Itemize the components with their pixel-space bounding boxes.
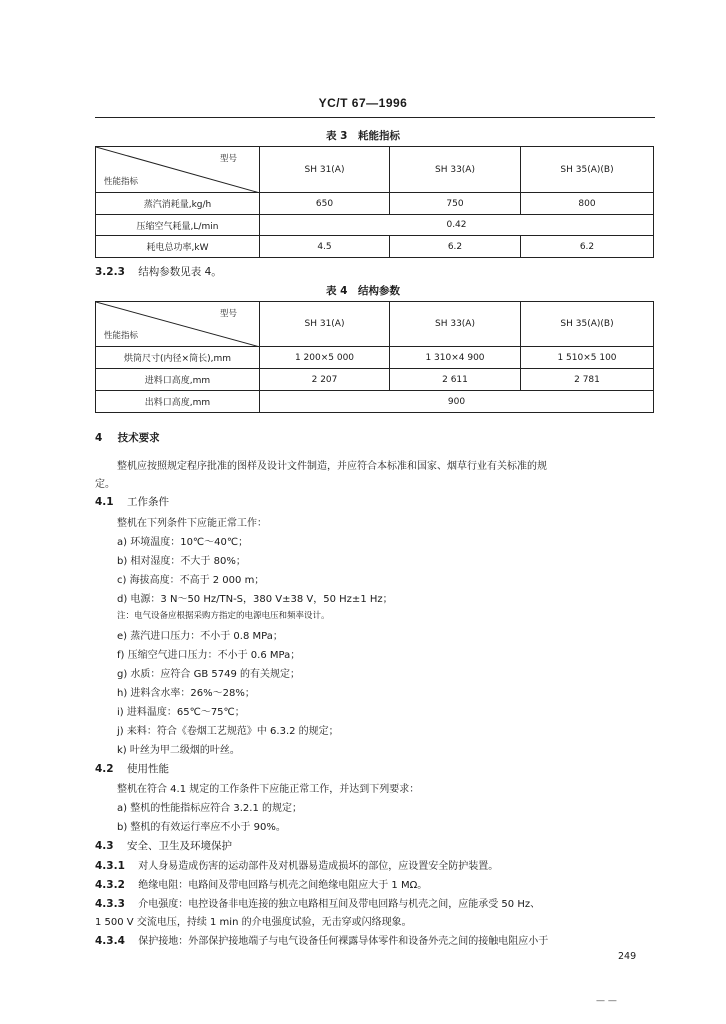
paragraph-line: 整机应按照规定程序批准的图样及设计文件制造，并应符合本标准和国家、烟草行业有关标准的规 — [117, 461, 547, 472]
table3-header-row — [96, 147, 654, 193]
clause-number: 4.3.4 — [95, 935, 125, 947]
section-4-3-heading — [95, 838, 232, 853]
section-4-1-heading — [95, 494, 169, 509]
list-item: c) 海拔高度：不高于 2 000 m； — [117, 575, 265, 586]
section-title: 技术要求 — [117, 432, 160, 444]
table4-header-row — [96, 302, 654, 347]
list-item: e) 蒸汽进口压力：不小于 0.8 MPa； — [117, 631, 283, 642]
list-item: j) 来料：符合《卷烟工艺规范》中 6.3.2 的规定； — [117, 726, 339, 737]
clause-text: 对人身易造成伤害的运动部件及对机器易造成损坏的部位，应设置安全防护装置。 — [138, 861, 499, 872]
cell-value: 1 200×5 000 — [260, 347, 390, 369]
table-row — [96, 236, 654, 258]
clause-4-3-1 — [95, 857, 498, 872]
table4-caption: 表 4 结构参数 — [326, 285, 400, 297]
clause-4-3-4 — [95, 932, 548, 947]
section-4-heading — [95, 430, 160, 445]
clause-4-3-2 — [95, 876, 427, 891]
table3 — [95, 146, 654, 258]
header-rule — [95, 117, 655, 118]
table4-corner-bottom: 性能指标 — [104, 331, 139, 341]
section-4-2-heading — [95, 761, 169, 776]
list-item: i) 进料温度：65℃～75℃； — [117, 707, 245, 718]
table3-caption: 表 3 耗能指标 — [326, 130, 400, 142]
row-label: 进料口高度,mm — [96, 369, 260, 391]
list-item: h) 进料含水率：26%～28%； — [117, 688, 255, 699]
list-item: f) 压缩空气进口压力：不小于 0.6 MPa； — [117, 650, 301, 661]
table3-corner-top: 型号 — [219, 154, 237, 164]
cell-value: 1 310×4 900 — [390, 347, 521, 369]
table4 — [95, 301, 654, 413]
row-label: 压缩空气耗量,L/min — [96, 215, 260, 236]
clause-number: 4.3.2 — [95, 879, 125, 891]
table-row — [96, 193, 654, 215]
table-row — [96, 347, 654, 369]
row-label: 烘筒尺寸(内径×筒长),mm — [96, 347, 260, 369]
table4-corner-cell — [96, 302, 260, 347]
clause-number: 3.2.3 — [95, 266, 125, 278]
clause-3-2-3 — [95, 264, 222, 279]
row-label: 耗电总功率,kW — [96, 236, 260, 258]
table4-corner-top: 型号 — [219, 309, 237, 319]
table4-model-col: SH 35(A)(B) — [521, 302, 654, 347]
row-label: 出料口高度,mm — [96, 391, 260, 413]
clause-text: 绝缘电阻：电路间及带电回路与机壳之间绝缘电阻应大于 1 MΩ。 — [138, 880, 428, 891]
clause-continuation: 1 500 V 交流电压，持续 1 min 的介电强度试验，无击穿或闪络现象。 — [95, 917, 412, 928]
section-title: 安全、卫生及环境保护 — [126, 840, 232, 852]
clause-text: 保护接地：外部保护接地端子与电气设备任何裸露导体零件和设备外壳之间的接触电阻应小于 — [138, 936, 549, 947]
cell-value: 2 781 — [521, 369, 654, 391]
list-item: k) 叶丝为甲二级烟的叶丝。 — [117, 745, 240, 756]
cell-value-merged: 900 — [260, 391, 654, 413]
table-row — [96, 391, 654, 413]
cell-value: 800 — [521, 193, 654, 215]
cell-value: 2 207 — [260, 369, 390, 391]
note-text: 注：电气设备应根据采购方指定的电源电压和频率设计。 — [117, 611, 330, 621]
clause-number: 4.3.1 — [95, 860, 125, 872]
clause-number: 4.3.3 — [95, 898, 125, 910]
table3-model-col: SH 31(A) — [260, 147, 390, 193]
section-number: 4 — [95, 432, 103, 444]
cell-value: 750 — [390, 193, 521, 215]
cell-value: 1 510×5 100 — [521, 347, 654, 369]
paragraph-line: 定。 — [95, 479, 115, 490]
standard-number-header: YC/T 67—1996 — [318, 96, 408, 110]
table3-model-col: SH 35(A)(B) — [521, 147, 654, 193]
scan-mark: — — — [596, 996, 617, 1006]
cell-value: 6.2 — [390, 236, 521, 258]
table3-corner-bottom: 性能指标 — [104, 177, 139, 187]
clause-text: 结构参数见表 4。 — [138, 266, 222, 278]
table3-model-col: SH 33(A) — [390, 147, 521, 193]
list-item: b) 相对湿度：不大于 80%； — [117, 556, 246, 567]
list-item: g) 水质：应符合 GB 5749 的有关规定； — [117, 669, 301, 680]
table4-model-col: SH 33(A) — [390, 302, 521, 347]
cell-value-merged: 0.42 — [260, 215, 654, 236]
table-row — [96, 369, 654, 391]
table3-corner-cell — [96, 147, 260, 193]
list-item: b) 整机的有效运行率应不小于 90%。 — [117, 822, 286, 833]
section-number: 4.3 — [95, 840, 114, 852]
page-number: 249 — [618, 951, 637, 962]
section-number: 4.1 — [95, 496, 114, 508]
table4-model-col: SH 31(A) — [260, 302, 390, 347]
clause-text: 介电强度：电控设备非电连接的独立电路相互间及带电回路与机壳之间，应能承受 50 Hz、 — [138, 899, 541, 910]
section-number: 4.2 — [95, 763, 114, 775]
cell-value: 4.5 — [260, 236, 390, 258]
cell-value: 650 — [260, 193, 390, 215]
row-label: 蒸汽消耗量,kg/h — [96, 193, 260, 215]
cell-value: 6.2 — [521, 236, 654, 258]
cell-value: 2 611 — [390, 369, 521, 391]
intro-text: 整机在下列条件下应能正常工作： — [117, 518, 267, 529]
section-title: 工作条件 — [126, 496, 169, 508]
table-row — [96, 215, 654, 236]
clause-4-3-3 — [95, 895, 540, 910]
list-item: a) 环境温度：10℃～40℃； — [117, 537, 249, 548]
section-title: 使用性能 — [126, 763, 169, 775]
list-item: a) 整机的性能指标应符合 3.2.1 的规定； — [117, 803, 303, 814]
list-item: d) 电源：3 N～50 Hz/TN-S，380 V±38 V，50 Hz±1 Hz； — [117, 594, 393, 605]
intro-text: 整机在符合 4.1 规定的工作条件下应能正常工作，并达到下列要求： — [117, 784, 420, 795]
